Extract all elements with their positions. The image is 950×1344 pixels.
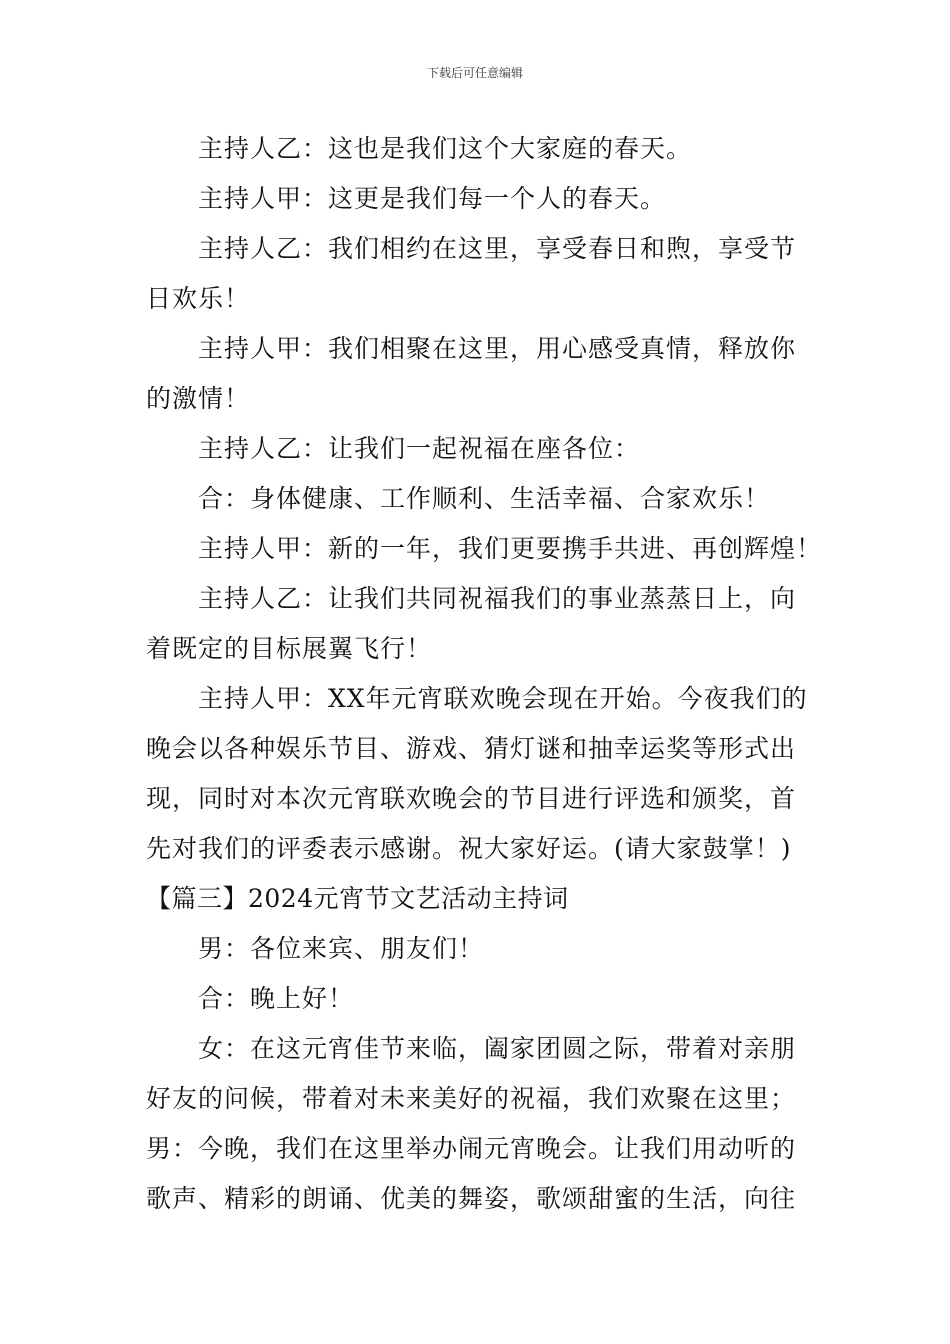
paragraph-line: 的激情！ [146, 384, 251, 413]
paragraph-line: 主持人甲：这更是我们每一个人的春天。 [198, 184, 667, 213]
paragraph-line: 女：在这元宵佳节来临，阖家团圆之际，带着对亲朋 [198, 1034, 797, 1063]
paragraph-line: 主持人乙：让我们共同祝福我们的事业蒸蒸日上，向 [198, 584, 797, 613]
dialogue-group-2 [146, 924, 810, 1224]
paragraph [146, 124, 810, 174]
paragraph [146, 574, 810, 674]
paragraph-line: 主持人甲：XX年元宵联欢晚会现在开始。今夜我们的 [198, 684, 808, 713]
paragraph [146, 974, 810, 1024]
paragraph-line: 男：各位来宾、朋友们！ [198, 934, 485, 963]
paragraph-line: 歌声、精彩的朗诵、优美的舞姿，歌颂甜蜜的生活，向往 [146, 1184, 797, 1213]
paragraph-line: 现，同时对本次元宵联欢晚会的节目进行评选和颁奖，首 [146, 784, 797, 813]
dialogue-group-1 [146, 124, 823, 874]
paragraph-line: 着既定的目标展翼飞行！ [146, 634, 433, 663]
paragraph [146, 424, 810, 474]
paragraph-line: 主持人甲：我们相聚在这里，用心感受真情，释放你 [198, 334, 797, 363]
paragraph-line: 先对我们的评委表示感谢。祝大家好运。(请大家鼓掌！) [146, 834, 792, 863]
paragraph-line: 合：晚上好！ [198, 984, 355, 1013]
paragraph [146, 1024, 810, 1224]
section-heading: 【篇三】2024元宵节文艺活动主持词 [146, 884, 569, 913]
paragraph-line: 主持人乙：我们相约在这里，享受春日和煦，享受节 [198, 234, 797, 263]
paragraph [146, 474, 810, 524]
paragraph-line: 主持人乙：这也是我们这个大家庭的春天。 [198, 134, 693, 163]
paragraph-line: 日欢乐！ [146, 284, 251, 313]
paragraph-line: 合：身体健康、工作顺利、生活幸福、合家欢乐！ [198, 484, 771, 513]
paragraph [146, 674, 810, 874]
document-body [146, 124, 823, 1224]
page-header-note: 下载后可任意编辑 [426, 66, 523, 80]
paragraph [146, 924, 810, 974]
paragraph [146, 224, 810, 324]
paragraph-line: 好友的问候，带着对未来美好的祝福，我们欢聚在这里； [146, 1084, 797, 1113]
paragraph [146, 174, 810, 224]
paragraph-line: 男：今晚，我们在这里举办闹元宵晚会。让我们用动听的 [146, 1134, 797, 1163]
paragraph [146, 524, 823, 574]
paragraph [146, 324, 810, 424]
paragraph-line: 主持人乙：让我们一起祝福在座各位： [198, 434, 641, 463]
paragraph-line: 主持人甲：新的一年，我们更要携手共进、再创辉煌！ [198, 534, 823, 563]
paragraph-line: 晚会以各种娱乐节目、游戏、猜灯谜和抽幸运奖等形式出 [146, 734, 797, 763]
